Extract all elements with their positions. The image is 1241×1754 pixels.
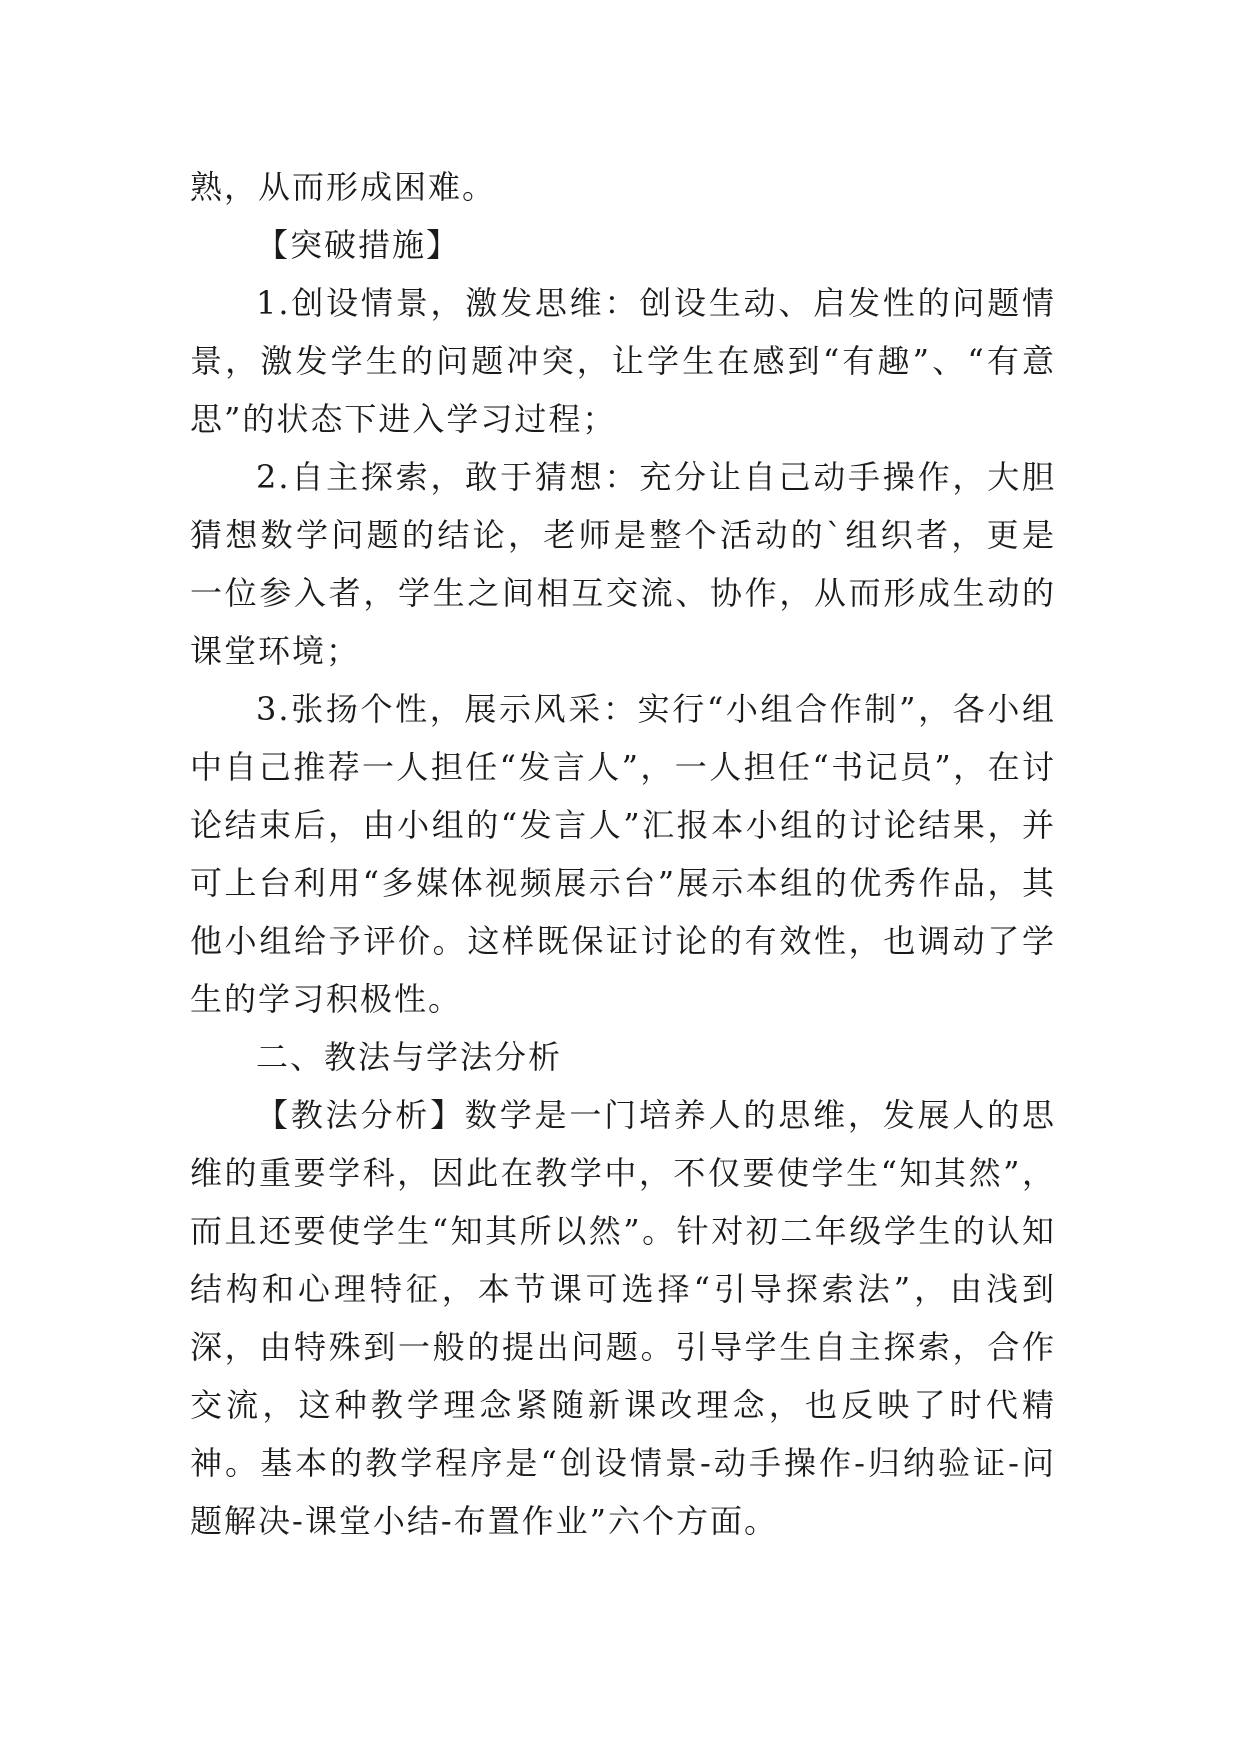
- section-heading-teaching-methods: 二、教法与学法分析: [256, 1038, 563, 1076]
- paragraph-measure-2: 2.自主探索，敢于猜想：充分让自己动手操作，大胆猜想数学问题的结论，老师是整个活动的`组织者，更是一位参入者，学生之间相互交流、协作，从而形成生动的课堂环境；: [190, 458, 1056, 670]
- paragraph-measure-3: 3.张扬个性，展示风采：实行“小组合作制”，各小组中自己推荐一人担任“发言人”，一人担任“书记员”，在讨论结束后，由小组的“发言人”汇报本小组的讨论结果，并可上台利用“多媒体视频展示台”展示本组的优秀作品，其他小组给予评价。这样既保证讨论的有效性，也调动了学生的学习积极性。: [190, 690, 1056, 1018]
- paragraph-continuation: 熟，从而形成困难。: [190, 168, 497, 206]
- heading-breakthrough-measures: 【突破措施】: [256, 226, 461, 264]
- document-body: [190, 158, 1056, 1550]
- paragraph-teaching-analysis: 【教法分析】数学是一门培养人的思维，发展人的思维的重要学科，因此在教学中，不仅要使学生“知其然”，而且还要使学生“知其所以然”。针对初二年级学生的认知结构和心理特征，本节课可选择“引导探索法”，由浅到深，由特殊到一般的提出问题。引导学生自主探索，合作交流，这种教学理念紧随新课改理念，也反映了时代精神。基本的教学程序是“创设情景-动手操作-归纳验证-问题解决-课堂小结-布置作业”六个方面。: [190, 1096, 1056, 1540]
- paragraph-measure-1: 1.创设情景，激发思维：创设生动、启发性的问题情景，激发学生的问题冲突，让学生在感到“有趣”、“有意思”的状态下进入学习过程；: [190, 284, 1056, 438]
